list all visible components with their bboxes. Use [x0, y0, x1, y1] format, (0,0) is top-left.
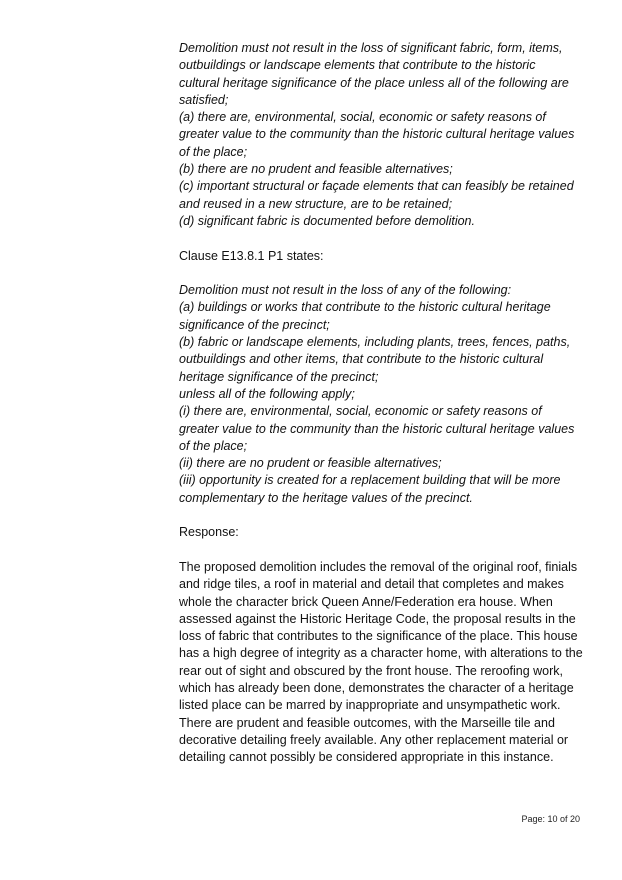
- clause-e13-7-1-quote: [179, 40, 589, 230]
- response-line: The proposed demolition includes the removal of the original roof, finials: [179, 559, 578, 574]
- quote-line: of the place;: [179, 144, 248, 159]
- quote-line: complementary to the heritage values of the precinct.: [179, 490, 473, 505]
- response-heading: Response:: [179, 525, 239, 540]
- quote-line: (b) fabric or landscape elements, including plants, trees, fences, paths,: [179, 335, 571, 350]
- response-line: has a high degree of integrity as a character home, with alterations to the: [179, 646, 583, 661]
- quote-line: greater value to the community than the historic cultural heritage values: [179, 421, 575, 436]
- spacer: [179, 507, 589, 524]
- page-number: Page: 10 of 20: [521, 814, 580, 824]
- quote-line: (c) important structural or façade elements that can feasibly be retained: [179, 179, 574, 194]
- quote-line: cultural heritage significance of the place unless all of the following are: [179, 75, 569, 90]
- page-body: [179, 40, 589, 766]
- quote-line: of the place;: [179, 438, 248, 453]
- spacer: [179, 265, 589, 282]
- quote-line: significance of the precinct;: [179, 317, 330, 332]
- quote-line: outbuildings and other items, that contribute to the historic cultural: [179, 352, 544, 367]
- quote-line: (a) buildings or works that contribute to the historic cultural heritage: [179, 300, 551, 315]
- quote-line: (d) significant fabric is documented before demolition.: [179, 213, 475, 228]
- response-line: decorative detailing freely available. Any other replacement material or: [179, 732, 569, 747]
- response-line: which has already been done, demonstrates the character of a heritage: [179, 680, 574, 695]
- quote-line: heritage significance of the precinct;: [179, 369, 379, 384]
- response-line: listed place can be marred by inappropriate and unsympathetic work.: [179, 698, 561, 713]
- quote-line: (ii) there are no prudent or feasible alternatives;: [179, 456, 442, 471]
- quote-line: satisfied;: [179, 92, 229, 107]
- response-line: detailing cannot possibly be considered appropriate in this instance.: [179, 750, 554, 765]
- quote-line: Demolition must not result in the loss of any of the following:: [179, 283, 512, 298]
- quote-line: (iii) opportunity is created for a replacement building that will be more: [179, 473, 561, 488]
- response-line: whole the character brick Queen Anne/Federation era house. When: [179, 594, 553, 609]
- quote-line: (a) there are, environmental, social, economic or safety reasons of: [179, 110, 546, 125]
- response-line: and ridge tiles, a roof in material and detail that completes and makes: [179, 577, 564, 592]
- quote-line: greater value to the community than the historic cultural heritage values: [179, 127, 575, 142]
- quote-line: Demolition must not result in the loss of significant fabric, form, items,: [179, 41, 563, 55]
- clause-e13-8-1-quote: [179, 282, 589, 507]
- response-line: assessed against the Historic Heritage Code, the proposal results in the: [179, 611, 576, 626]
- response-line: rear out of sight and obscured by the front house. The reroofing work,: [179, 663, 564, 678]
- response-line: There are prudent and feasible outcomes, with the Marseille tile and: [179, 715, 555, 730]
- response-paragraph: [179, 559, 589, 767]
- quote-line: outbuildings or landscape elements that contribute to the historic: [179, 58, 536, 73]
- quote-line: unless all of the following apply;: [179, 386, 355, 401]
- spacer: [179, 542, 589, 559]
- quote-line: (b) there are no prudent and feasible alternatives;: [179, 162, 453, 177]
- quote-line: (i) there are, environmental, social, economic or safety reasons of: [179, 404, 542, 419]
- clause-heading: Clause E13.8.1 P1 states:: [179, 248, 324, 263]
- spacer: [179, 230, 589, 247]
- response-line: loss of fabric that contributes to the significance of the place. This house: [179, 629, 578, 644]
- quote-line: and reused in a new structure, are to be retained;: [179, 196, 453, 211]
